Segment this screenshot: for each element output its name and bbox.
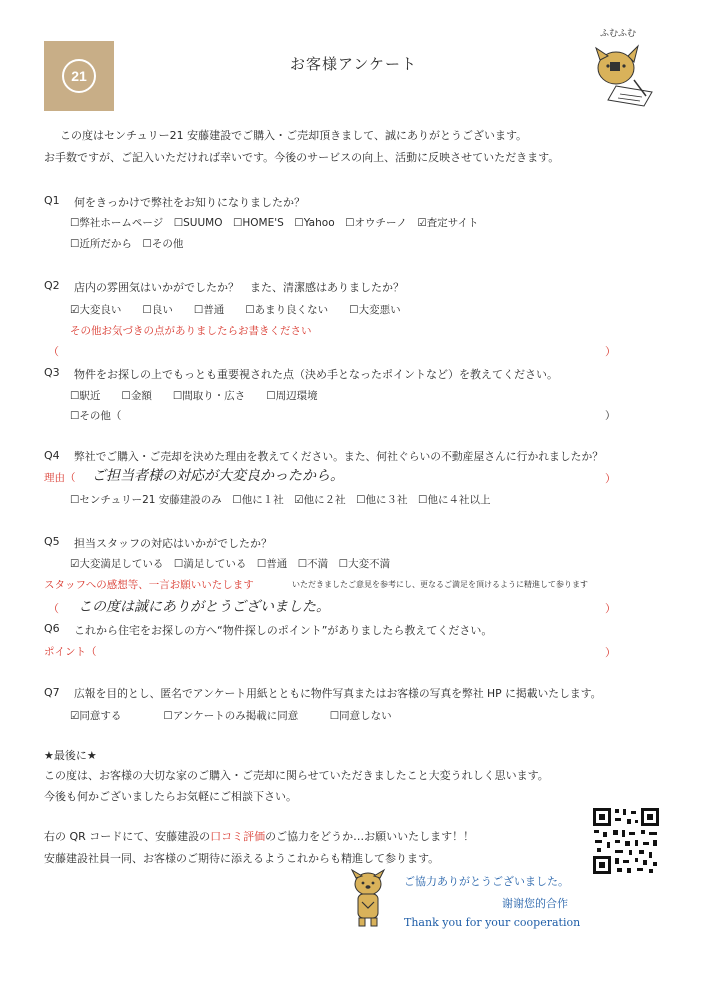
logo-mark: 21 <box>62 59 96 93</box>
q5-options[interactable]: ☑大変満足している ☐満足している ☐普通 ☐不満 ☐大変不満 <box>70 558 391 570</box>
q6-number: Q6 <box>44 622 60 635</box>
q4-options[interactable]: ☐センチュリー21 安藤建設のみ ☐他に１社 ☑他に２社 ☐他に３社 ☐他に４社以上 <box>70 494 491 506</box>
mascot-reading-illustration <box>586 26 666 111</box>
q5-text: 担当スタッフの対応はいかがでしたか？ <box>74 537 272 550</box>
q2-paren-close: ） <box>605 345 616 358</box>
q4-reason-answer[interactable]: ご担当者様の対応が大変良かったから。 <box>92 468 344 484</box>
q5-paren-close: ） <box>605 602 616 615</box>
q3-options[interactable]: ☐駅近 ☐金額 ☐間取り・広さ ☐周辺環境 <box>70 390 318 402</box>
q2-comment-prompt: その他お気づきの点がありましたらお書きください <box>70 325 312 337</box>
qr-line-post: のご協力をどうか…お願いいたします！！ <box>265 830 475 843</box>
q1-number: Q1 <box>44 194 60 207</box>
qr-code[interactable] <box>591 806 661 876</box>
closing-line-2: 今後も何かございましたらお気軽にご相談下さい。 <box>44 790 297 803</box>
q2-paren-open: （ <box>48 345 59 358</box>
closing-line-4: 安藤建設社員一同、お客様のご期待に添えるようこれからも精進して参ります。 <box>44 852 440 865</box>
q5-number: Q5 <box>44 535 60 548</box>
q6-point-label: ポイント（ <box>44 646 97 658</box>
q5-paren-open: （ <box>48 602 59 615</box>
intro-line-2: お手数ですが、ご記入いただければ幸いです。今後のサービスの向上、活動に反映させていただきます。 <box>44 151 560 164</box>
q4-number: Q4 <box>44 449 60 462</box>
q1-text: 何をきっかけで弊社をお知りになりましたか？ <box>74 196 305 209</box>
page-title: お客様アンケート <box>289 55 418 73</box>
q2-text: 店内の雰囲気はいかがでしたか？ また、清潔感はありましたか？ <box>74 281 404 294</box>
q6-point-close: ） <box>605 646 616 659</box>
q6-text: これから住宅をお探しの方へ“物件探しのポイント”がありましたら教えてください。 <box>74 624 493 637</box>
q1-options-row1[interactable]: ☐弊社ホームページ ☐SUUMO ☐HOME'S ☐Yahoo ☐オウチーノ ☑査定サイト <box>70 217 479 229</box>
q3-text: 物件をお探しの上でもっとも重要視された点（決め手となったポイントなど）を教えてください。 <box>74 368 558 381</box>
q5-note: いただきましたご意見を参考にし、更なるご満足を頂けるように精進して参ります <box>292 580 588 589</box>
thanks-english: Thank you for your cooperation <box>404 916 581 929</box>
thanks-chinese: 谢谢您的合作 <box>502 897 568 910</box>
closing-heading: ★最後に★ <box>44 749 97 762</box>
q4-reason-close: ） <box>605 472 616 485</box>
qr-line-highlight: 口コミ評価 <box>210 830 266 843</box>
dog-bowing-icon <box>346 868 390 928</box>
q2-options[interactable]: ☑大変良い ☐良い ☐普通 ☐あまり良くない ☐大変悪い <box>70 304 401 316</box>
century21-logo <box>44 41 114 111</box>
closing-qr-line <box>44 829 474 845</box>
intro-line-1: この度はセンチュリー21 安藤建設でご購入・ご売却頂きまして、誠にありがとうございます。 <box>60 129 528 142</box>
q3-other-close: ） <box>605 410 616 422</box>
q5-comment-prompt: スタッフへの感想等、一言お願いいたします <box>44 579 254 591</box>
qr-line-pre: 右の QR コードにて、安藤建設の <box>44 830 211 843</box>
q4-text: 弊社でご購入・ご売却を決めた理由を教えてください。また、何社ぐらいの不動産屋さんに行かれましたか？ <box>74 450 604 463</box>
q7-number: Q7 <box>44 686 60 699</box>
q5-answer[interactable]: この度は誠にありがとうございました。 <box>78 599 330 615</box>
q7-text: 広報を目的とし、匿名でアンケート用紙とともに物件写真またはお客様の写真を弊社 HP に掲載いたします。 <box>74 687 602 700</box>
q4-reason-label: 理由（ <box>44 472 76 484</box>
mascot-caption: ふむふむ <box>600 29 637 39</box>
q3-number: Q3 <box>44 366 60 379</box>
q2-number: Q2 <box>44 279 60 292</box>
thanks-japanese: ご協力ありがとうございました。 <box>404 875 569 888</box>
qr-code-icon <box>591 806 661 876</box>
mascot-bowing-illustration <box>346 868 390 928</box>
q1-options-row2[interactable]: ☐近所だから ☐その他 <box>70 238 184 250</box>
q7-options[interactable]: ☑同意する ☐アンケートのみ掲載に同意 ☐同意しない <box>70 710 392 722</box>
dog-icon <box>586 26 666 111</box>
closing-line-1: この度は、お客様の大切な家のご購入・ご売却に関らせていただきましたこと大変うれしく思います。 <box>44 769 549 782</box>
q3-other-option[interactable]: ☐その他（ <box>70 410 122 422</box>
